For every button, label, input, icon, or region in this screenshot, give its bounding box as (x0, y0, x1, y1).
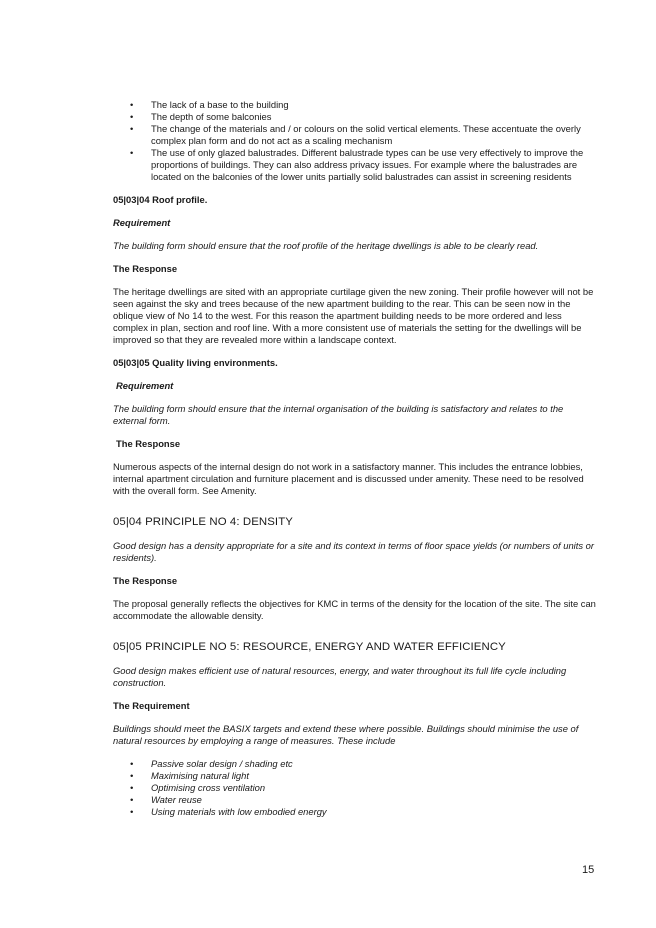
density-intro: Good design has a density appropriate for a site and its context in terms of floor space yields (or numbers of units or residents). (113, 540, 594, 563)
quality-requirement-text: The building form should ensure that the internal organisation of the building is satisfactory and relates to the external form. (113, 403, 564, 426)
roof-requirement-text: The building form should ensure that the roof profile of the heritage dwellings is able to be clearly read. (113, 240, 539, 251)
list-item: • Passive solar design / shading etc (113, 758, 597, 770)
quality-requirement-label: Requirement (116, 380, 174, 391)
list-item: • Water reuse (113, 794, 597, 806)
measures-list (113, 758, 597, 818)
roof-requirement-label: Requirement (113, 217, 171, 228)
resource-requirement-text: Buildings should meet the BASIX targets and extend these where possible. Buildings should minimise the use of natural resources by employing a range of measures. These include (113, 723, 579, 746)
list-item: • Using materials with low embodied energy (113, 806, 597, 818)
page-content (113, 99, 597, 818)
quality-response-label: The Response (116, 438, 181, 449)
roof-response-text: The heritage dwellings are sited with an appropriate curtilage given the new zoning. Their profile however will not be seen against the sky and trees because of the new apartment building to the rear. This can be seen now in the oblique view of No 14 to the west. For this reason the apartment building needs to be more ordered and less complex in plan, section and roof line. With a more consistent use of materials the setting for the dwellings will be improved so that they are revealed more within a landscape context. (113, 286, 594, 345)
page-number: 15 (582, 864, 595, 876)
resource-requirement-label: The Requirement (113, 700, 190, 711)
resource-heading: 05|05 PRINCIPLE NO 5: RESOURCE, ENERGY AND WATER EFFICIENCY (113, 641, 506, 653)
quality-response-text: Numerous aspects of the internal design do not work in a satisfactory manner. This includes the entrance lobbies, internal apartment circulation and furniture placement and is discussed under amenity. These need to be resolved with the overall form. See Amenity. (113, 461, 584, 496)
resource-intro: Good design makes efficient use of natural resources, energy, and water throughout its full life cycle including construction. (113, 665, 567, 688)
quality-heading: 05|03|05 Quality living environments. (113, 357, 278, 368)
density-response-label: The Response (113, 575, 178, 586)
list-item: • The depth of some balconies (113, 111, 597, 123)
list-item: • Optimising cross ventilation (113, 782, 597, 794)
list-item: • The use of only glazed balustrades. Different balustrade types can be use very effectively to improve the proportions of buildings. They can also address privacy issues. For example where the balustrades are located on the balconies of the lower units partially solid balustrades can assist in screening residents (113, 147, 597, 183)
roof-response-label: The Response (113, 263, 178, 274)
roof-profile-heading: 05|03|04 Roof profile. (113, 194, 208, 205)
list-item: • The change of the materials and / or colours on the solid vertical elements. These accentuate the overly complex plan form and do not act as a scaling mechanism (113, 123, 597, 147)
density-response-text: The proposal generally reflects the objectives for KMC in terms of the density for the location of the site. The site can accommodate the allowable density. (113, 598, 596, 621)
list-item: • Maximising natural light (113, 770, 597, 782)
list-item: • The lack of a base to the building (113, 99, 597, 111)
top-bullet-list (113, 99, 597, 183)
density-heading: 05|04 PRINCIPLE NO 4: DENSITY (113, 516, 293, 528)
